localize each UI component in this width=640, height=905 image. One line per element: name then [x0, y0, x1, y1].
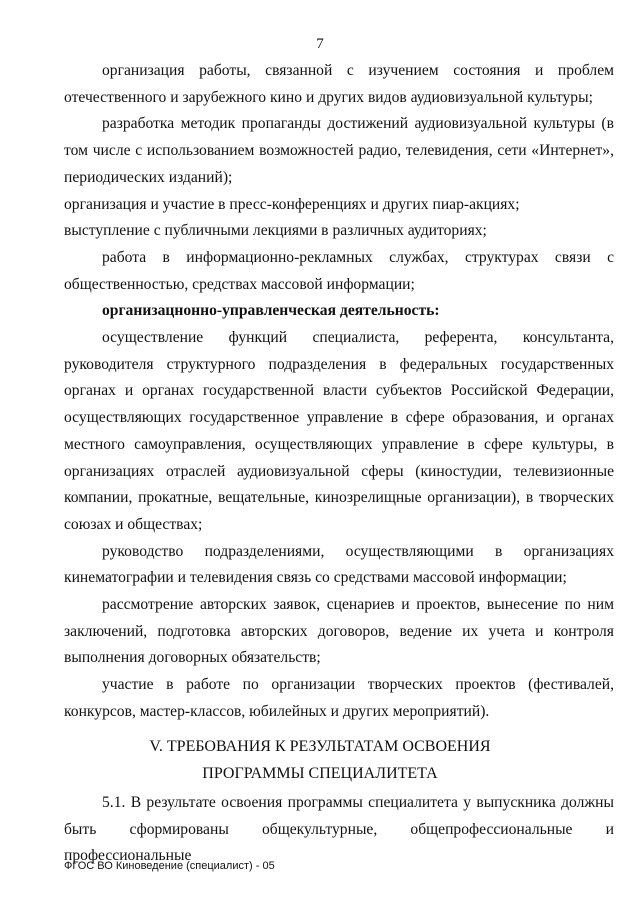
subheading: организацнонно-управленческая деятельность: [102, 302, 440, 320]
footer: ФГОС ВО Киноведение (специалист) - 05 [64, 860, 275, 872]
section-body [64, 790, 614, 870]
paragraph: организация работы, связанной с изучением состояния и проблем отечественного и зарубежного кино и других видов аудиовизуальной культуры; [64, 62, 614, 106]
section-heading [0, 734, 640, 787]
paragraph: рассмотрение авторских заявок, сценариев и проектов, вынесение по ним заключений, подготовка авторских договоров, ведение их учета и контроля выполнения договорных обязательств; [64, 596, 614, 667]
paragraph: руководство подразделениями, осуществляющими в организациях кинематографии и телевидения связь со средствами массовой информации; [64, 542, 614, 587]
paragraph: организация и участие в пресс-конференциях и других пиар-акциях; [64, 195, 520, 213]
paragraph: участие в работе по организации творческих проектов (фестивалей, конкурсов, мастер-классов, юбилейных и других мероприятий). [64, 676, 614, 720]
section-heading-line: V. ТРЕБОВАНИЯ К РЕЗУЛЬТАТАМ ОСВОЕНИЯ [149, 738, 491, 755]
section-heading-line: ПРОГРАММЫ СПЕЦИАЛИТЕТА [202, 764, 438, 782]
paragraph: осуществление функций специалиста, референта, консультанта, руководителя структурного подразделения в федеральных государственных органах и органах государственной власти субъектов Российской Федерации, осуществляющих государственное управление в сфере образования, и органах местного самоуправления, осуществляющих управление в сфере культуры, в организациях отраслей аудиовизуальной сферы (киностудии, телевизионные компании, прокатные, вещательные, кинозрелищные организации), в творческих союзах и обществах; [64, 329, 614, 533]
page-number: 7 [316, 36, 324, 52]
paragraph: выступление с публичными лекциями в различных аудиториях; [64, 222, 487, 240]
paragraph: работа в информационно-рекламных службах, структурах связи с общественностью, средствах массовой информации; [64, 248, 614, 293]
paragraph: 5.1. В результате освоения программы специалитета у выпускника должны быть сформированы общекультурные, общепрофессиональные и профессиональные [64, 794, 614, 865]
body-text [64, 58, 614, 726]
paragraph: разработка методик пропаганды достижений аудиовизуальной культуры (в том числе с использованием возможностей радио, телевидения, сети «Интернет», периодических изданий); [64, 115, 614, 186]
